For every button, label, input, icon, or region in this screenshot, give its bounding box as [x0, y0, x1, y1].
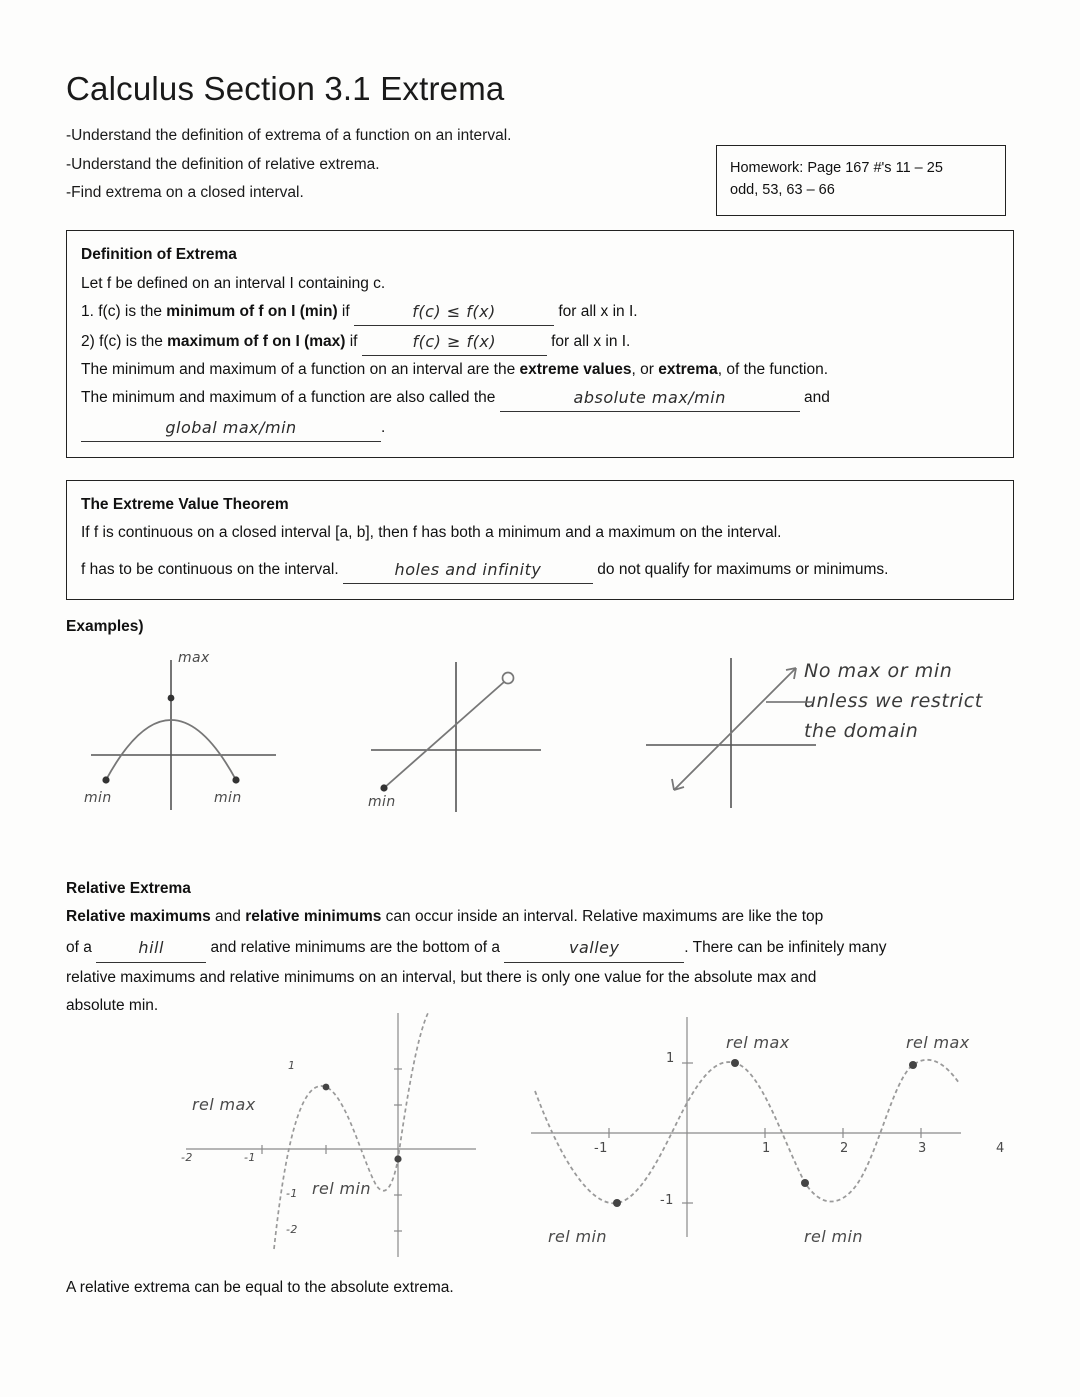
- definition-item-1: [81, 297, 999, 327]
- p1-b: and: [210, 908, 246, 926]
- bottom-graph-right-xtick-neg1: -1: [594, 1140, 608, 1156]
- definition-line-3: [81, 357, 999, 384]
- bottom-graphs-area: [66, 1023, 1014, 1275]
- definition-of-extrema-box: [66, 230, 1014, 458]
- evt-heading: The Extreme Value Theorem: [81, 495, 289, 513]
- bottom-graph-right-xtick-1: 1: [762, 1140, 771, 1156]
- example-graph-2-label-min: min: [368, 793, 396, 810]
- definition-let-line: [81, 271, 999, 298]
- example-graph-1-label-min-left: min: [84, 789, 112, 806]
- item2-pre: 2) f(c) is the: [81, 332, 168, 350]
- homework-line-2: odd, 53, 63 – 66: [730, 182, 835, 199]
- item1-post: for all x in I.: [558, 303, 638, 321]
- line5-period: .: [381, 418, 386, 436]
- line4-b: and: [804, 389, 830, 407]
- definition-let-text: Let f be defined on an interval I containing c.: [81, 274, 386, 292]
- definition-line-4: [81, 383, 999, 413]
- line4-a: The minimum and maximum of a function are also called the: [81, 389, 496, 407]
- bottom-graph-right-ytick-1: 1: [666, 1050, 675, 1066]
- item1-mid: if: [337, 303, 350, 321]
- page-title: Calculus Section 3.1 Extrema: [66, 70, 505, 107]
- bottom-graph-right-label-rel-max-1: rel max: [726, 1032, 790, 1052]
- relative-blank-valley: [504, 931, 684, 963]
- bottom-graph-left-label-rel-min: rel min: [312, 1178, 371, 1198]
- objective-item: -Find extrema on a closed interval.: [66, 184, 304, 202]
- relative-blank-hill-text: hill: [138, 937, 164, 957]
- evt-blank-text: holes and infinity: [394, 559, 542, 579]
- definition-blank-2: [362, 326, 547, 356]
- line3-b: extreme values: [519, 360, 632, 378]
- bottom-graph-right-label-rel-min-2: rel min: [804, 1226, 863, 1246]
- relative-extrema-section: [66, 875, 1014, 1021]
- item2-post: for all x in I.: [551, 332, 631, 350]
- relative-extrema-p4: absolute min.: [66, 997, 159, 1015]
- evt-line2-a: f has to be continuous on the interval.: [81, 560, 339, 578]
- objectives-list: [66, 122, 686, 208]
- line3-a: The minimum and maximum of a function on an interval are the: [81, 360, 520, 378]
- bottom-graph-right-xtick-3: 3: [918, 1140, 927, 1156]
- bottom-note: A relative extrema can be equal to the absolute extrema.: [66, 1278, 454, 1296]
- evt-line-1: If f is continuous on a closed interval [a, b], then f has both a minimum and a maximum on the interval.: [81, 524, 782, 542]
- definition-blank-1: [354, 296, 554, 326]
- bottom-graph-left: [176, 1009, 506, 1259]
- relative-blank-hill: [96, 931, 206, 963]
- bottom-graph-right-label-rel-min-1: rel min: [548, 1226, 607, 1246]
- line3-d: extrema: [658, 360, 718, 378]
- objective-item: -Understand the definition of extrema of a function on an interval.: [66, 127, 512, 144]
- relative-extrema-p3: relative maximums and relative minimums on an interval, but there is only one value for the absolute max and: [66, 968, 817, 986]
- homework-line-1: Homework: Page 167 #'s 11 – 25: [730, 160, 943, 176]
- example-graph-3-note-line-2: unless we restrict: [804, 689, 983, 712]
- p2-b: and relative minimums are the bottom of a: [210, 938, 500, 956]
- definition-blank-3-text: absolute max/min: [573, 388, 726, 408]
- homework-box: [716, 145, 1006, 216]
- definition-item-2: [81, 327, 999, 357]
- objective-item: -Understand the definition of relative extrema.: [66, 155, 380, 173]
- bottom-graph-right-xtick-4: 4: [996, 1140, 1005, 1156]
- relative-extrema-heading: Relative Extrema: [66, 879, 191, 897]
- relative-blank-valley-text: valley: [569, 937, 620, 957]
- bottom-graph-left-xtick-neg2: -2: [181, 1150, 193, 1164]
- item1-bold: minimum of f on I (min): [166, 303, 338, 321]
- item2-bold: maximum of f on I (max): [167, 332, 346, 350]
- examples-label: Examples): [66, 617, 144, 635]
- definition-blank-3: [500, 382, 800, 412]
- evt-line2-b: do not qualify for maximums or minimums.: [597, 560, 889, 578]
- example-graph-1-label-max: max: [178, 649, 210, 666]
- bottom-graph-right-label-rel-max-2: rel max: [906, 1032, 970, 1052]
- definition-box-heading: Definition of Extrema: [81, 246, 237, 264]
- bottom-graph-left-ytick-neg1: -1: [286, 1186, 298, 1200]
- item2-mid: if: [345, 332, 358, 350]
- evt-line-2: [81, 555, 999, 585]
- item1-pre: 1. f(c) is the: [81, 303, 167, 321]
- definition-blank-2-text: f(c) ≥ f(x): [412, 331, 497, 351]
- bottom-graph-right-xtick-2: 2: [840, 1140, 849, 1156]
- definition-line-5: [81, 413, 999, 443]
- p1-d: can occur inside an interval. Relative maximums are like the top: [381, 908, 824, 926]
- line3-c: , or: [631, 360, 659, 378]
- p2-a: of a: [66, 938, 92, 956]
- relative-extrema-p2: [66, 932, 1014, 964]
- bottom-graph-right-ytick-neg1: -1: [660, 1192, 674, 1208]
- definition-blank-1-text: f(c) ≤ f(x): [412, 302, 496, 322]
- document-content: [66, 70, 1014, 1297]
- bottom-graph-left-ytick-1: 1: [288, 1058, 296, 1072]
- evt-blank: [343, 554, 593, 584]
- extreme-value-theorem-box: [66, 480, 1014, 600]
- examples-graphs-row: [66, 642, 1014, 857]
- example-graph-3-connector: [766, 692, 826, 712]
- relative-extrema-p1: [66, 903, 1014, 932]
- p1-c: relative minimums: [245, 908, 382, 926]
- line3-e: , of the function.: [717, 360, 829, 378]
- example-graph-3-note-line-1: No max or min: [804, 659, 953, 682]
- bottom-graph-left-xtick-neg1: -1: [244, 1150, 256, 1164]
- definition-blank-4: [81, 412, 381, 442]
- example-graph-3-note-line-3: the domain: [804, 719, 919, 742]
- p2-c: . There can be infinitely many: [684, 938, 887, 956]
- bottom-graph-left-label-rel-max: rel max: [192, 1094, 256, 1114]
- example-graph-1-label-min-right: min: [214, 789, 242, 806]
- bottom-graph-left-ytick-neg2: -2: [286, 1222, 298, 1236]
- p1-a: Relative maximums: [66, 908, 211, 926]
- definition-blank-4-text: global max/min: [165, 417, 297, 437]
